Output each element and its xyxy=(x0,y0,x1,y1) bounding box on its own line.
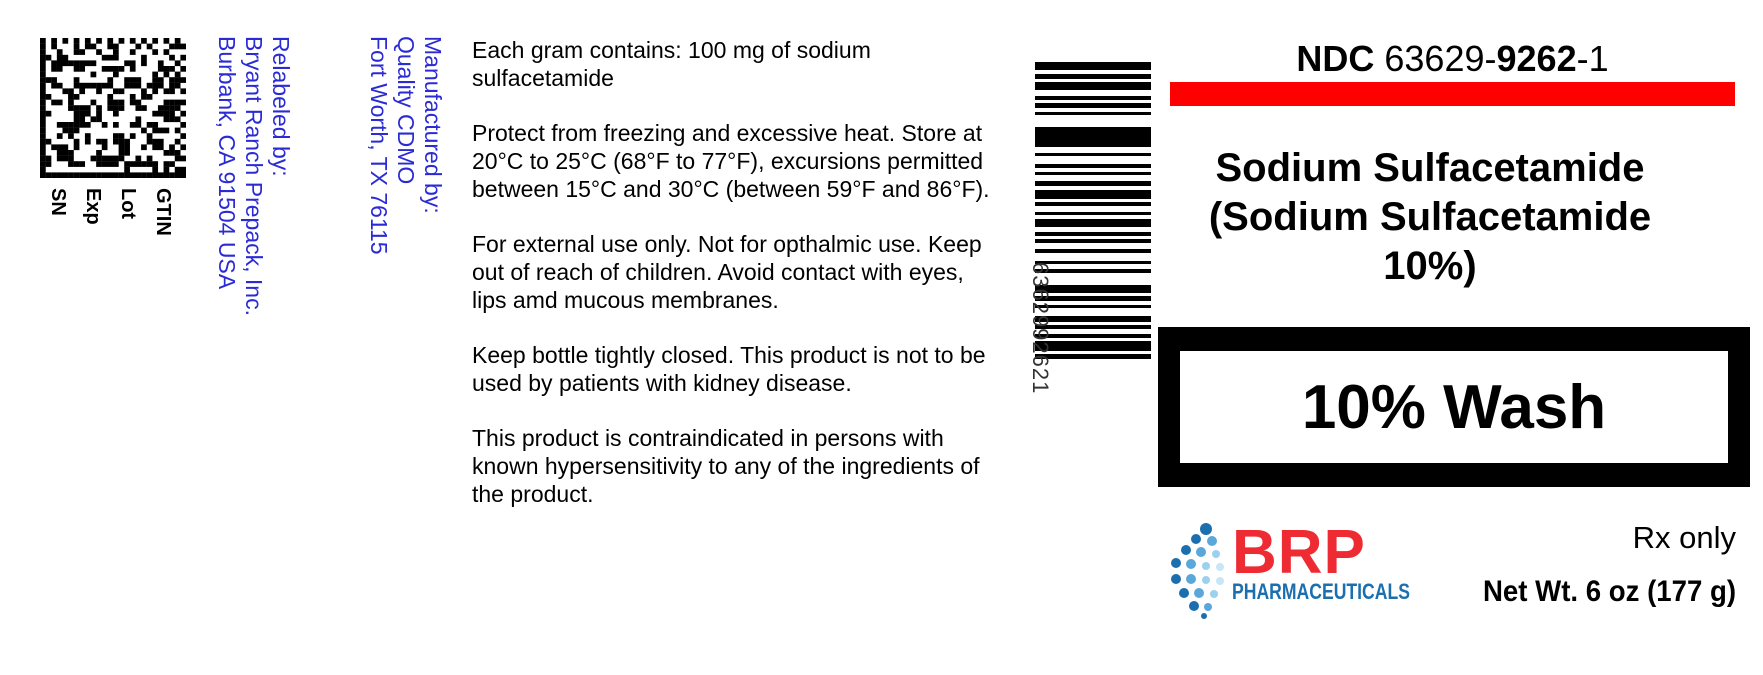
storage-text: Protect from freezing and excessive heat. Store at 20°C to 25°C (68°F to 77°F), excursions permitted between 15°C and 30°C (between 59°F and 86°F). xyxy=(472,120,990,202)
brp-brand-subtitle: PHARMACEUTICALS xyxy=(1232,579,1410,604)
sn-label: SN xyxy=(47,188,69,216)
contraindication-text: This product is contraindicated in persons with known hypersensitivity to any of the ingredients of the product. xyxy=(472,425,980,507)
ndc-product: 9262 xyxy=(1496,38,1577,79)
manufacturer-address xyxy=(365,36,446,255)
manufacturer-city: Fort Worth, TX 76115 xyxy=(366,36,392,255)
red-stripe xyxy=(1170,82,1735,106)
brp-logo xyxy=(1168,518,1410,619)
ndc-labeler: 63629- xyxy=(1384,38,1497,79)
brp-dots-icon xyxy=(1168,523,1230,619)
product-name-line3: 10%) xyxy=(1383,244,1477,288)
strength-box xyxy=(1158,327,1750,487)
rx-only-label: Rx only xyxy=(1632,520,1736,555)
warning-text: For external use only. Not for opthalmic use. Keep out of reach of children. Avoid contact with eyes, lips amd mucous membranes. xyxy=(472,231,982,313)
product-name-line1: Sodium Sulfacetamide xyxy=(1215,146,1645,190)
manufacturer-name: Quality CDMO xyxy=(393,36,419,185)
lot-label: Lot xyxy=(117,188,139,220)
relabeler-name: Bryant Ranch Prepack, Inc. xyxy=(241,36,267,316)
composition-text: Each gram contains: 100 mg of sodium sulfacetamide xyxy=(472,37,871,91)
closure-text: Keep bottle tightly closed. This product is not to be used by patients with kidney disease. xyxy=(472,342,986,396)
relabeled-by-label: Relabeled by: xyxy=(268,36,294,177)
brp-brand-name: BRP xyxy=(1232,518,1366,587)
barcode-number: 636299262​1 xyxy=(1028,262,1053,395)
exp-label: Exp xyxy=(82,188,104,225)
datamatrix-code xyxy=(40,38,186,178)
product-name-line2: (Sodium Sulfacetamide xyxy=(1208,195,1652,239)
ndc-code xyxy=(1170,38,1735,80)
ndc-package: -1 xyxy=(1576,38,1609,79)
datamatrix-labels xyxy=(40,188,180,236)
product-name xyxy=(1160,144,1700,291)
ndc-prefix: NDC xyxy=(1296,38,1375,79)
strength-box-inner xyxy=(1180,351,1728,463)
net-weight-label: Net Wt. 6 oz (177 g) xyxy=(1482,575,1736,608)
product-information xyxy=(472,36,992,535)
relabeler-address xyxy=(213,36,294,316)
manufactured-by-label: Manufactured by: xyxy=(420,36,446,214)
gtin-label: GTIN xyxy=(152,188,174,236)
strength-label: 10% Wash xyxy=(1301,372,1607,442)
relabeler-city: Burbank, CA 91504 USA xyxy=(214,36,240,290)
